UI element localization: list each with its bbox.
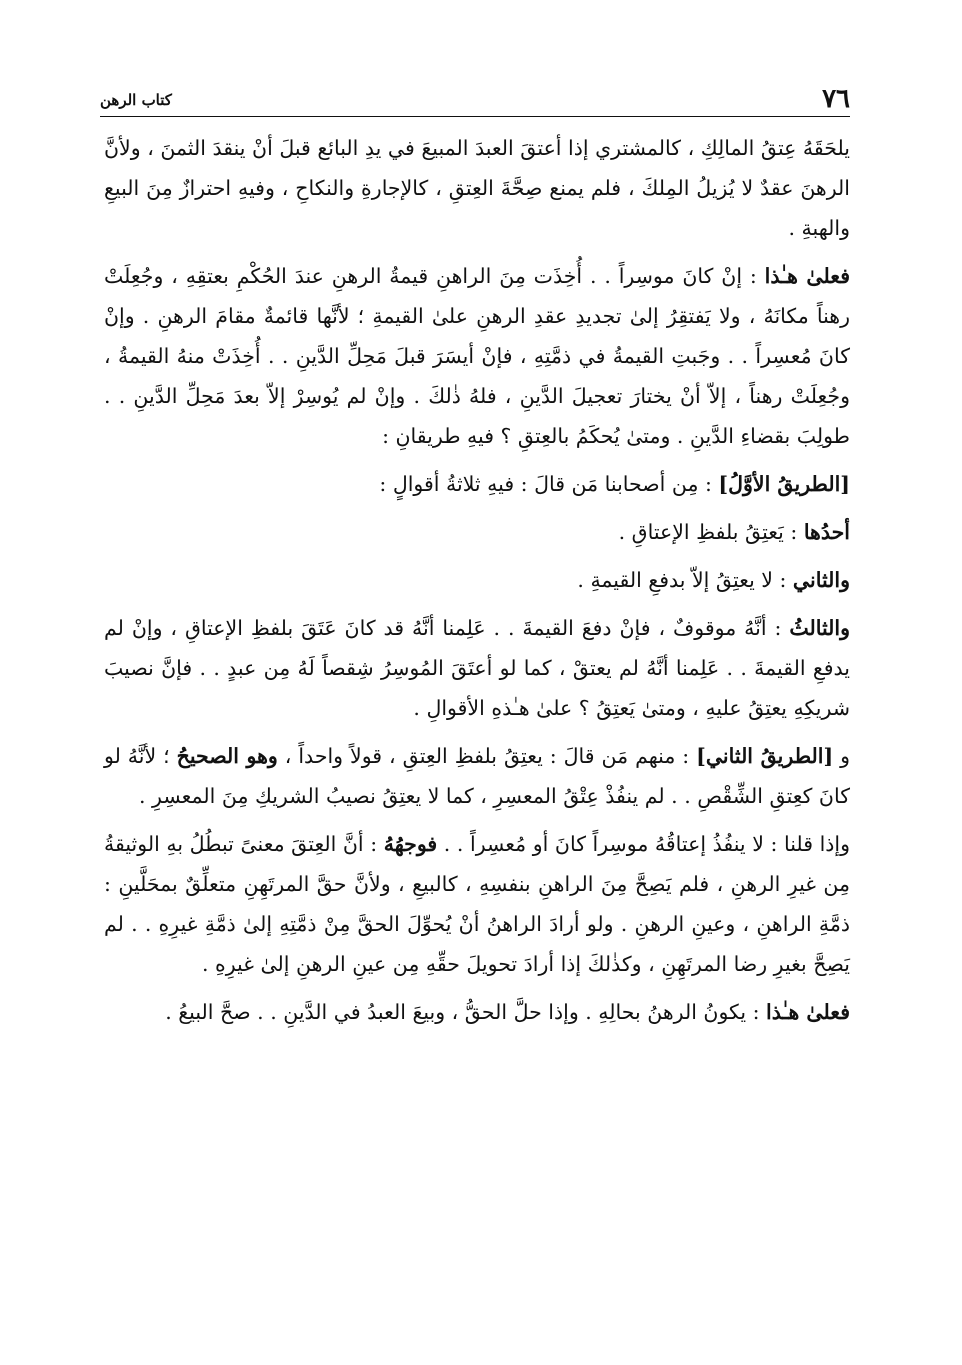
text-run: : منهم مَن قالَ : يعتِقُ بلفظِ العِتقِ ، قولاً واحداً ، xyxy=(277,744,697,768)
text-run: ؛ لأنَّهُ لو كانَ كعِتقِ الشِّقْصِ . . لم ينفُذْ عِتْقُ المعسِرِ ، كما لا يعتِقُ نصيبُ الشريكِ مِنَ المعسِرِ . xyxy=(104,744,850,808)
text-run: : مِن أصحابنا مَن قالَ : فيهِ ثلاثةُ أقوالٍ : xyxy=(379,472,719,496)
bold-lead: [الطريقُ الثاني] xyxy=(696,744,834,768)
paragraph xyxy=(104,560,850,600)
text-run: : لا يعتِقُ إلاّ بدفعِ القيمةِ . xyxy=(577,568,793,592)
page-number: ٧٦ xyxy=(822,84,850,114)
text-run: وإذا قلنا : لا ينفُذُ إعتاقُهُ موسِراً كانَ أو مُعسِراً . . xyxy=(437,832,851,856)
paragraph xyxy=(104,824,850,984)
paragraph xyxy=(104,256,850,456)
body-text xyxy=(104,128,850,1040)
text-run: : إنْ كانَ موسِراً . . أُخِذَت مِنَ الراهنِ قيمةُ الرهنِ عندَ الحُكْمِ بعتقِهِ ، وجُعِلَتْ رهناً مكانَهُ ، ولا يَفتقِرُ إلىٰ تجديدِ عقدِ الرهنِ علىٰ القيمةِ ؛ لأنَّها قائمةٌ مقامَ الرهنِ . وإنْ كانَ مُعسِراً . . وجَبتِ القيمةُ في ذمَّتِهِ ، فإنْ أيسَرَ قبلَ مَحِلِّ الدَّينِ . . أُخِذَتْ منهُ القيمةُ ، وجُعِلَتْ رهناً ، إلاّ أنْ يختارَ تعجيلَ الدَّينِ ، فلهُ ذٰلكَ . وإنْ لم يُوسِرْ إلاّ بعدَ مَحِلِّ الدَّينِ . . طولِبَ بقضاءِ الدَّينِ . ومتىٰ يُحكَمُ بالعِتقِ ؟ فيهِ طريقانِ : xyxy=(104,264,850,448)
text-run: و xyxy=(833,744,851,768)
running-header xyxy=(100,82,850,117)
text-run: : يَعتِقُ بلفظِ الإعتاقِ . xyxy=(618,520,804,544)
paragraph xyxy=(104,464,850,504)
text-run: : أنَّ العِتقَ معنىً تبطُلُ بهِ الوثيقةُ مِن غيرِ الرهنِ ، فلم يَصِحَّ مِنَ الراهنِ بنفسِهِ ، كالبيعِ ، ولأنَّ حقَّ المرتَهِنِ متعلِّقٌ بمحَلَّينِ : ذمَّةِ الراهنِ ، وعينِ الرهنِ . ولو أرادَ الراهنُ أنْ يُحوِّلَ الحقَّ مِنْ ذمَّتِهِ إلىٰ ذمَّةِ غيرِهِ . . لم يَصِحَّ بغيرِ رضا المرتَهِنِ ، وكذٰلكَ إذا أرادَ تحويلَ حقِّهِ مِن عينِ الرهنِ إلىٰ غيرِهِ . xyxy=(104,832,850,976)
paragraph xyxy=(104,128,850,248)
bold-lead: والثالثُ xyxy=(789,616,850,640)
bold-lead: فعلىٰ هـٰذا xyxy=(764,264,850,288)
bold-lead: [الطريقُ الأوَّلُ] xyxy=(718,472,850,496)
bold-lead: والثاني xyxy=(792,568,850,592)
bold-term: فوجهُهُ xyxy=(383,832,438,856)
paragraph xyxy=(104,736,850,816)
text-run: : يكونُ الرهنُ بحالِهِ . وإذا حلَّ الحقُّ ، وبيعَ العبدُ في الدَّينِ . . صحَّ البيعُ . xyxy=(165,1000,767,1024)
bold-lead: أحدُها xyxy=(803,520,850,544)
paragraph xyxy=(104,992,850,1032)
bold-term: وهو الصحيحُ xyxy=(176,744,278,768)
text-run: : أنَّهُ موقوفٌ ، فإنْ دفعَ القيمةَ . . عَلِمنا أنَّهُ قد كانَ عَتَقَ بلفظِ الإعتاقِ ، وإنْ لم يدفعِ القيمةَ . . عَلِمنا أنَّهُ لم يعتقْ ، كما لو أعتَقَ المُوسِرُ شِقصاً لَهُ مِن عبدٍ . . فإنَّ نصيبَ شريكِهِ يعتِقُ عليهِ ، ومتىٰ يَعتِقُ ؟ علىٰ هـٰذهِ الأقوالِ . xyxy=(104,616,850,720)
paragraph xyxy=(104,608,850,728)
text-run: يلحَقَهُ عِتقُ المالِكِ ، كالمشتري إذا أعتقَ العبدَ المبيعَ في يدِ البائع قبلَ أنْ ينقدَ الثمنَ ، ولأنَّ الرهنَ عقدٌ لا يُزيلُ المِلكَ ، فلم يمنع صِحَّةَ العِتقِ ، كالإجارةِ والنكاحِ ، وفيهِ احترازٌ مِنَ البيعِ والهبةِ . xyxy=(104,136,850,240)
book-title: كتاب الرهن xyxy=(100,91,172,109)
paragraph xyxy=(104,512,850,552)
bold-lead: فعلىٰ هـٰذا xyxy=(766,1000,850,1024)
